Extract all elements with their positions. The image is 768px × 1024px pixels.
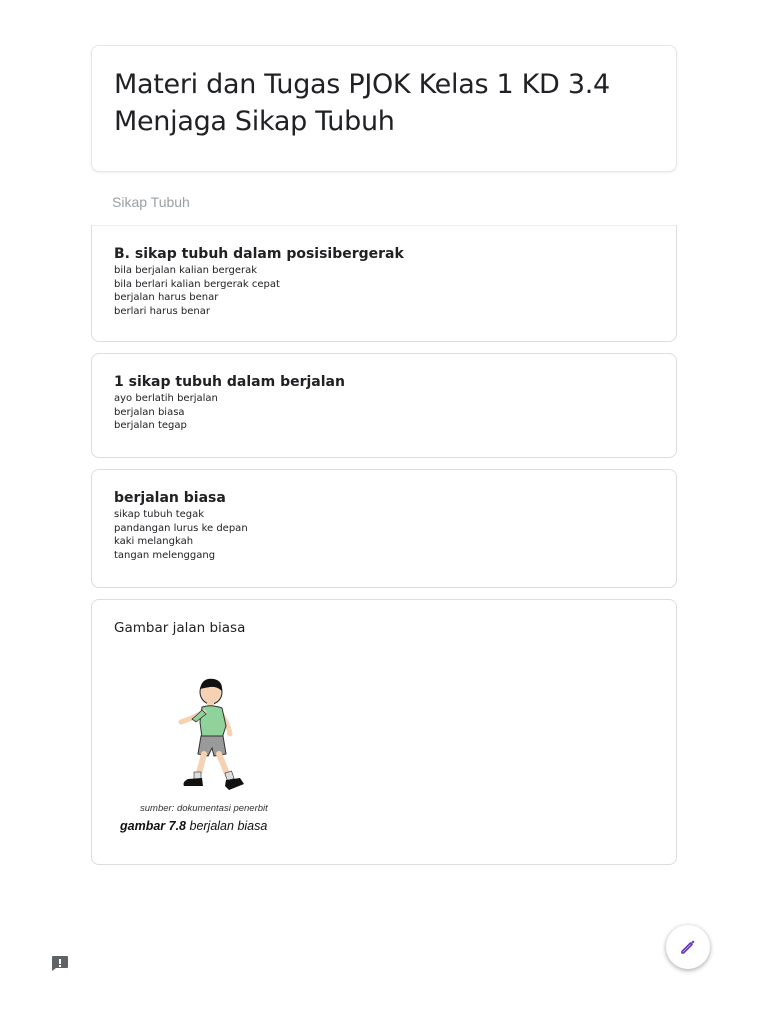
section-title: Sikap Tubuh — [112, 194, 190, 210]
text-card-posisi-bergerak — [91, 225, 677, 342]
form-title-card — [91, 45, 677, 172]
image-source-text: sumber: dokumentasi penerbit — [140, 803, 268, 814]
card-heading: berjalan biasa — [114, 490, 226, 506]
card-line: berlari harus benar — [114, 305, 210, 317]
image-caption — [120, 819, 267, 833]
form-title: Materi dan Tugas PJOK Kelas 1 KD 3.4 Menjaga Sikap Tubuh — [114, 69, 610, 137]
card-line: berjalan harus benar — [114, 292, 219, 304]
caption-text: berjalan biasa — [186, 819, 268, 833]
text-card-berjalan-biasa — [91, 469, 677, 588]
report-icon[interactable] — [50, 955, 69, 972]
card-line: berjalan biasa — [114, 406, 185, 418]
pencil-icon — [679, 938, 697, 956]
text-card-berjalan — [91, 353, 677, 458]
card-line: kaki melangkah — [114, 536, 194, 548]
edit-response-button[interactable] — [666, 925, 710, 969]
card-heading: 1 sikap tubuh dalam berjalan — [114, 374, 345, 390]
card-line: bila berjalan kalian bergerak — [114, 265, 258, 276]
card-line: tangan melenggang — [114, 549, 216, 561]
card-line: berjalan tegap — [114, 420, 187, 432]
card-line: sikap tubuh tegak — [114, 509, 205, 520]
walking-boy-illustration — [118, 672, 288, 842]
card-line: bila berlari kalian bergerak cepat — [114, 278, 280, 290]
image-card-title: Gambar jalan biasa — [114, 620, 246, 636]
caption-number: gambar 7.8 — [120, 819, 187, 833]
card-line: pandangan lurus ke depan — [114, 522, 248, 534]
card-line: ayo berlatih berjalan — [114, 393, 218, 404]
image-card — [91, 599, 677, 865]
card-heading: B. sikap tubuh dalam posisibergerak — [114, 246, 404, 262]
